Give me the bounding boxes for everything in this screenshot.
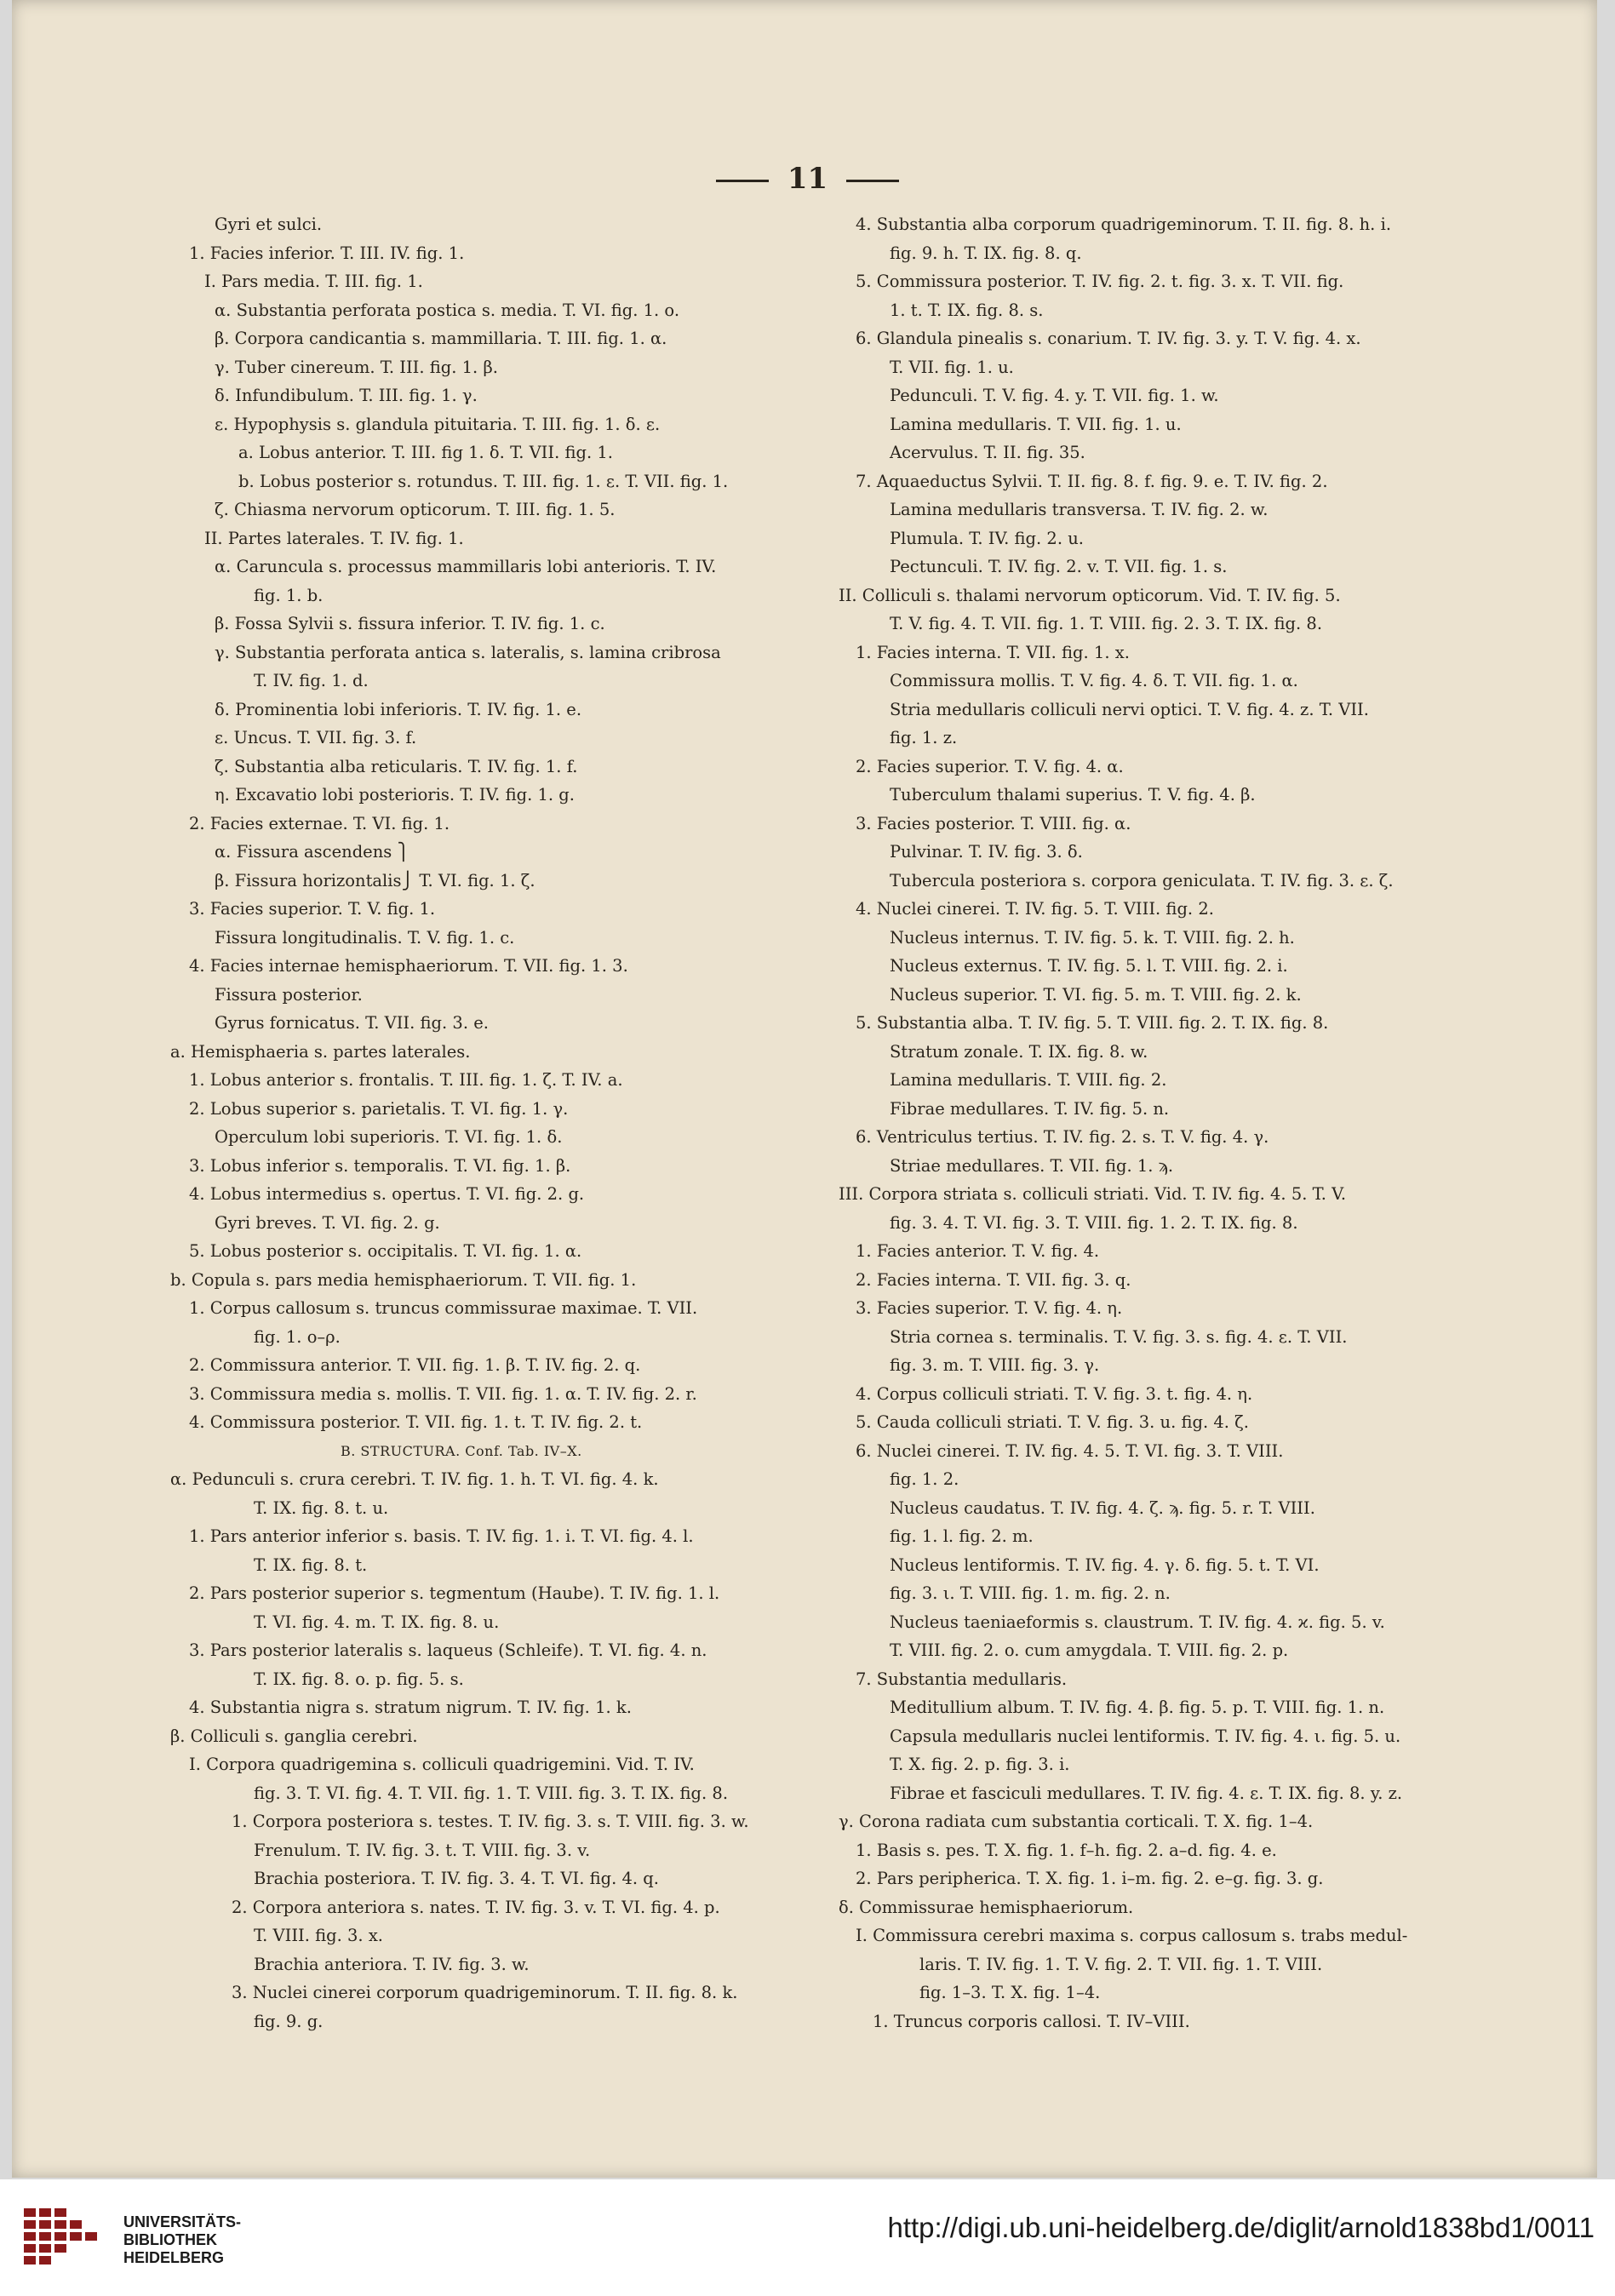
text-line: 4. Substantia alba corporum quadrigeminorum. T. II. fig. 8. h. i. — [856, 215, 1392, 234]
text-line: α. Pedunculi s. crura cerebri. T. IV. fig. 1. h. T. VI. fig. 4. k. — [170, 1469, 659, 1489]
text-line: Striae medullares. T. VII. fig. 1. ϡ. — [890, 1155, 1174, 1176]
text-line: fig. 9. h. T. IX. fig. 8. q. — [890, 243, 1082, 263]
text-line: 7. Aquaeductus Sylvii. T. II. fig. 8. f. fig. 9. e. T. IV. fig. 2. — [856, 471, 1328, 491]
text-line: Frenulum. T. IV. fig. 3. t. T. VIII. fig. 3. v. — [254, 1840, 591, 1860]
text-line: Fissura longitudinalis. T. V. fig. 1. c. — [215, 927, 515, 948]
text-line: 1. Facies anterior. T. V. fig. 4. — [856, 1241, 1100, 1261]
text-line: Gyri et sulci. — [215, 215, 323, 234]
institution-line: UNIVERSITÄTS- — [123, 2213, 242, 2230]
text-line: 2. Corpora anteriora s. nates. T. IV. fig. 3. v. T. VI. fig. 4. p. — [232, 1897, 720, 1917]
text-line: Stria medullaris colliculi nervi optici. T. V. fig. 4. z. T. VII. — [890, 699, 1369, 719]
text-line: a. Lobus anterior. T. III. fig 1. δ. T. VII. fig. 1. — [238, 443, 613, 462]
text-line: 1. Pars anterior inferior s. basis. T. IV. fig. 1. i. T. VI. fig. 4. l. — [189, 1526, 694, 1546]
text-line: Pedunculi. T. V. fig. 4. y. T. VII. fig. 1. w. — [890, 386, 1219, 405]
text-line: η. Excavatio lobi posterioris. T. IV. fig. 1. g. — [215, 785, 575, 804]
text-line: fig. 3. ι. T. VIII. fig. 1. m. fig. 2. n. — [890, 1583, 1171, 1603]
text-line: 5. Lobus posterior s. occipitalis. T. VI. fig. 1. α. — [189, 1241, 582, 1261]
text-line: 2. Commissura anterior. T. VII. fig. 1. β. T. IV. fig. 2. q. — [189, 1355, 641, 1375]
text-line: α. Substantia perforata postica s. media. T. VI. fig. 1. o. — [215, 300, 680, 320]
page-number: 11 — [787, 162, 828, 196]
text-line: 3. Lobus inferior s. temporalis. T. VI. fig. 1. β. — [189, 1155, 571, 1176]
text-line: fig. 1–3. T. X. fig. 1–4. — [919, 1983, 1101, 2002]
text-line: 4. Lobus intermedius s. opertus. T. VI. fig. 2. g. — [189, 1184, 585, 1204]
text-line: 2. Facies superior. T. V. fig. 4. α. — [856, 756, 1124, 776]
text-line: fig. 1. z. — [890, 728, 958, 747]
text-line: 4. Substantia nigra s. stratum nigrum. T. IV. fig. 1. k. — [189, 1698, 632, 1717]
text-line: Tuberculum thalami superius. T. V. fig. 4. β. — [890, 785, 1256, 804]
text-line: ε. Hypophysis s. glandula pituitaria. T. III. fig. 1. δ. ε. — [215, 414, 661, 434]
text-line: Operculum lobi superioris. T. VI. fig. 1. δ. — [215, 1127, 563, 1147]
text-line: 2. Pars peripherica. T. X. fig. 1. i–m. fig. 2. e–g. fig. 3. g. — [856, 1869, 1324, 1888]
text-line: fig. 9. g. — [254, 2011, 324, 2031]
text-line: B. STRUCTURA. Conf. Tab. IV–X. — [341, 1442, 582, 1459]
text-line: I. Commissura cerebri maxima s. corpus callosum s. trabs medul- — [856, 1926, 1408, 1945]
text-line: Fibrae et fasciculi medullares. T. IV. fig. 4. ε. T. IX. fig. 8. y. z. — [890, 1783, 1403, 1803]
text-line: Lamina medullaris transversa. T. IV. fig. 2. w. — [890, 500, 1269, 519]
text-line: 3. Nuclei cinerei corporum quadrigeminorum. T. II. fig. 8. k. — [232, 1983, 738, 2002]
left-rule — [716, 180, 769, 182]
text-line: T. IV. fig. 1. d. — [254, 671, 369, 690]
institution-line: BIBLIOTHEK — [123, 2231, 217, 2248]
text-line: Plumula. T. IV. fig. 2. u. — [890, 528, 1084, 548]
page-number-header — [0, 162, 1615, 196]
text-line: ζ. Substantia alba reticularis. T. IV. fig. 1. f. — [215, 756, 578, 776]
text-line: Brachia anteriora. T. IV. fig. 3. w. — [254, 1954, 530, 1974]
text-line: 3. Facies superior. T. V. fig. 1. — [189, 899, 436, 919]
university-seal-icon[interactable] — [22, 2203, 107, 2271]
text-line: Fissura posterior. — [215, 984, 363, 1005]
text-line: 4. Corpus colliculi striati. T. V. fig. 3. t. fig. 4. η. — [856, 1383, 1253, 1404]
text-line: fig. 1. 2. — [890, 1469, 959, 1489]
left-column — [170, 210, 826, 2035]
text-line: β. Corpora candicantia s. mammillaria. T. III. fig. 1. α. — [215, 329, 667, 348]
text-line: Lamina medullaris. T. VIII. fig. 2. — [890, 1070, 1167, 1090]
text-line: I. Pars media. T. III. fig. 1. — [204, 272, 423, 291]
text-line: 3. Facies posterior. T. VIII. fig. α. — [856, 813, 1131, 833]
text-line: T. V. fig. 4. T. VII. fig. 1. T. VIII. fig. 2. 3. T. IX. fig. 8. — [890, 614, 1323, 633]
text-line: 1. Basis s. pes. T. X. fig. 1. f–h. fig. 2. a–d. fig. 4. e. — [856, 1840, 1277, 1860]
text-line: 1. Facies interna. T. VII. fig. 1. x. — [856, 642, 1130, 662]
text-line: Nucleus lentiformis. T. IV. fig. 4. γ. δ. fig. 5. t. T. VI. — [890, 1555, 1320, 1575]
text-line: 2. Pars posterior superior s. tegmentum (Haube). T. IV. fig. 1. l. — [189, 1583, 720, 1603]
text-line: fig. 1. b. — [254, 585, 324, 605]
text-line: T. VII. fig. 1. u. — [890, 357, 1014, 377]
text-line: Gyri breves. T. VI. fig. 2. g. — [215, 1212, 440, 1233]
text-line: fig. 1. o–ρ. — [254, 1326, 341, 1347]
text-line: 6. Ventriculus tertius. T. IV. fig. 2. s. T. V. fig. 4. γ. — [856, 1127, 1269, 1147]
text-line: 2. Lobus superior s. parietalis. T. VI. fig. 1. γ. — [189, 1098, 569, 1119]
text-line: II. Colliculi s. thalami nervorum opticorum. Vid. T. IV. fig. 5. — [839, 585, 1341, 605]
text-line: T. VIII. fig. 2. o. cum amygdala. T. VIII. fig. 2. p. — [890, 1640, 1289, 1660]
text-line: 1. Corpora posteriora s. testes. T. IV. fig. 3. s. T. VIII. fig. 3. w. — [232, 1812, 749, 1831]
institution-name — [123, 2213, 241, 2267]
text-line: Capsula medullaris nuclei lentiformis. T. IV. fig. 4. ι. fig. 5. u. — [890, 1726, 1401, 1746]
text-line: II. Partes laterales. T. IV. fig. 1. — [204, 528, 464, 548]
text-line: T. VIII. fig. 3. x. — [254, 1926, 384, 1945]
text-line: β. Fossa Sylvii s. fissura inferior. T. IV. fig. 1. c. — [215, 614, 605, 633]
text-line: Brachia posteriora. T. IV. fig. 3. 4. T. VI. fig. 4. q. — [254, 1869, 659, 1888]
text-line: 6. Nuclei cinerei. T. IV. fig. 4. 5. T. VI. fig. 3. T. VIII. — [856, 1440, 1284, 1461]
text-line: fig. 3. T. VI. fig. 4. T. VII. fig. 1. T. VIII. fig. 3. T. IX. fig. 8. — [254, 1783, 729, 1803]
text-line: a. Hemisphaeria s. partes laterales. — [170, 1041, 471, 1062]
text-line: Nucleus caudatus. T. IV. fig. 4. ζ. ϡ. fig. 5. r. T. VIII. — [890, 1497, 1315, 1518]
text-line: Acervulus. T. II. fig. 35. — [890, 443, 1085, 462]
text-line: 5. Substantia alba. T. IV. fig. 5. T. VIII. fig. 2. T. IX. fig. 8. — [856, 1013, 1329, 1033]
text-line: β. Colliculi s. ganglia cerebri. — [170, 1726, 418, 1746]
text-line: Meditullium album. T. IV. fig. 4. β. fig. 5. p. T. VIII. fig. 1. n. — [890, 1698, 1385, 1717]
text-line: 4. Nuclei cinerei. T. IV. fig. 5. T. VIII. fig. 2. — [856, 899, 1214, 919]
text-line: 5. Commissura posterior. T. IV. fig. 2. t. fig. 3. x. T. VII. fig. — [856, 272, 1344, 291]
text-line: Pectunculi. T. IV. fig. 2. v. T. VII. fig. 1. s. — [890, 557, 1228, 576]
text-line: ζ. Chiasma nervorum opticorum. T. III. fig. 1. 5. — [215, 500, 616, 519]
text-line: γ. Corona radiata cum substantia corticali. T. X. fig. 1–4. — [839, 1812, 1314, 1831]
text-line: Lamina medullaris. T. VII. fig. 1. u. — [890, 414, 1182, 434]
text-line: 1. Corpus callosum s. truncus commissurae maximae. T. VII. — [189, 1298, 698, 1318]
text-line: Nucleus superior. T. VI. fig. 5. m. T. VIII. fig. 2. k. — [890, 984, 1302, 1005]
right-column — [839, 210, 1452, 2035]
text-line: Gyrus fornicatus. T. VII. fig. 3. e. — [215, 1013, 489, 1033]
text-line: T. VI. fig. 4. m. T. IX. fig. 8. u. — [254, 1612, 500, 1632]
text-line: 5. Cauda colliculi striati. T. V. fig. 3. u. fig. 4. ζ. — [856, 1412, 1249, 1432]
institution-line: HEIDELBERG — [123, 2249, 225, 2266]
text-line: 2. Facies interna. T. VII. fig. 3. q. — [856, 1269, 1131, 1290]
text-line: 1. t. T. IX. fig. 8. s. — [890, 300, 1044, 320]
text-line: III. Corpora striata s. colliculi striati. Vid. T. IV. fig. 4. 5. T. V. — [839, 1184, 1347, 1204]
text-line: β. Fissura horizontalis⎭ T. VI. fig. 1. ζ. — [215, 870, 535, 890]
text-line: 3. Commissura media s. mollis. T. VII. fig. 1. α. T. IV. fig. 2. r. — [189, 1383, 697, 1404]
permalink-url[interactable]: http://digi.ub.uni-heidelberg.de/diglit/arnold1838bd1/0011 — [887, 2212, 1595, 2243]
text-line: 3. Facies superior. T. V. fig. 4. η. — [856, 1298, 1123, 1318]
viewer-footer — [0, 2179, 1615, 2296]
text-line: T. IX. fig. 8. t. — [254, 1555, 368, 1575]
text-line: Stria cornea s. terminalis. T. V. fig. 3. s. fig. 4. ε. T. VII. — [890, 1326, 1348, 1347]
text-line: b. Lobus posterior s. rotundus. T. III. fig. 1. ε. T. VII. fig. 1. — [238, 471, 729, 491]
text-line: 2. Facies externae. T. VI. fig. 1. — [189, 813, 450, 833]
text-line: α. Fissura ascendens ⎫ — [215, 842, 410, 862]
text-line: T. IX. fig. 8. t. u. — [254, 1497, 389, 1518]
text-line: 4. Facies internae hemisphaeriorum. T. VII. fig. 1. 3. — [189, 956, 628, 976]
text-line: 1. Lobus anterior s. frontalis. T. III. fig. 1. ζ. T. IV. a. — [189, 1070, 623, 1090]
text-line: γ. Substantia perforata antica s. lateralis, s. lamina cribrosa — [215, 642, 721, 662]
text-line: Nucleus internus. T. IV. fig. 5. k. T. VIII. fig. 2. h. — [890, 927, 1295, 948]
text-line: fig. 3. m. T. VIII. fig. 3. γ. — [890, 1355, 1100, 1375]
text-line: Tubercula posteriora s. corpora geniculata. T. IV. fig. 3. ε. ζ. — [890, 870, 1394, 890]
text-line: Commissura mollis. T. V. fig. 4. δ. T. VII. fig. 1. α. — [890, 671, 1298, 690]
text-line: I. Corpora quadrigemina s. colliculi quadrigemini. Vid. T. IV. — [189, 1755, 695, 1774]
text-line: Nucleus externus. T. IV. fig. 5. l. T. VIII. fig. 2. i. — [890, 956, 1288, 976]
text-line: 3. Pars posterior lateralis s. laqueus (Schleife). T. VI. fig. 4. n. — [189, 1640, 707, 1660]
text-line: Stratum zonale. T. IX. fig. 8. w. — [890, 1041, 1148, 1062]
text-line: T. X. fig. 2. p. fig. 3. i. — [890, 1755, 1070, 1774]
text-line: fig. 1. l. fig. 2. m. — [890, 1526, 1034, 1546]
text-line: Pulvinar. T. IV. fig. 3. δ. — [890, 842, 1083, 862]
text-line: 1. Truncus corporis callosi. T. IV–VIII. — [873, 2011, 1190, 2031]
text-line: 7. Substantia medullaris. — [856, 1669, 1068, 1689]
text-line: 6. Glandula pinealis s. conarium. T. IV. fig. 3. y. T. V. fig. 4. x. — [856, 329, 1361, 348]
right-rule — [846, 180, 899, 182]
text-line: δ. Prominentia lobi inferioris. T. IV. fig. 1. e. — [215, 699, 582, 719]
text-line: b. Copula s. pars media hemisphaeriorum. T. VII. fig. 1. — [170, 1269, 637, 1290]
text-line: 1. Facies inferior. T. III. IV. fig. 1. — [189, 243, 465, 263]
text-line: δ. Infundibulum. T. III. fig. 1. γ. — [215, 386, 478, 405]
text-line: Nucleus taeniaeformis s. claustrum. T. IV. fig. 4. ϰ. fig. 5. v. — [890, 1612, 1385, 1632]
text-line: T. IX. fig. 8. o. p. fig. 5. s. — [254, 1669, 464, 1689]
text-line: δ. Commissurae hemisphaeriorum. — [839, 1897, 1134, 1917]
text-line: laris. T. IV. fig. 1. T. V. fig. 2. T. VII. fig. 1. T. VIII. — [919, 1954, 1323, 1974]
text-line: 4. Commissura posterior. T. VII. fig. 1. t. T. IV. fig. 2. t. — [189, 1412, 643, 1432]
text-line: ε. Uncus. T. VII. fig. 3. f. — [215, 728, 417, 747]
text-line: Fibrae medullares. T. IV. fig. 5. n. — [890, 1098, 1170, 1119]
text-line: γ. Tuber cinereum. T. III. fig. 1. β. — [215, 357, 498, 377]
text-line: fig. 3. 4. T. VI. fig. 3. T. VIII. fig. 1. 2. T. IX. fig. 8. — [890, 1212, 1298, 1233]
text-line: α. Caruncula s. processus mammillaris lobi anterioris. T. IV. — [215, 557, 717, 576]
